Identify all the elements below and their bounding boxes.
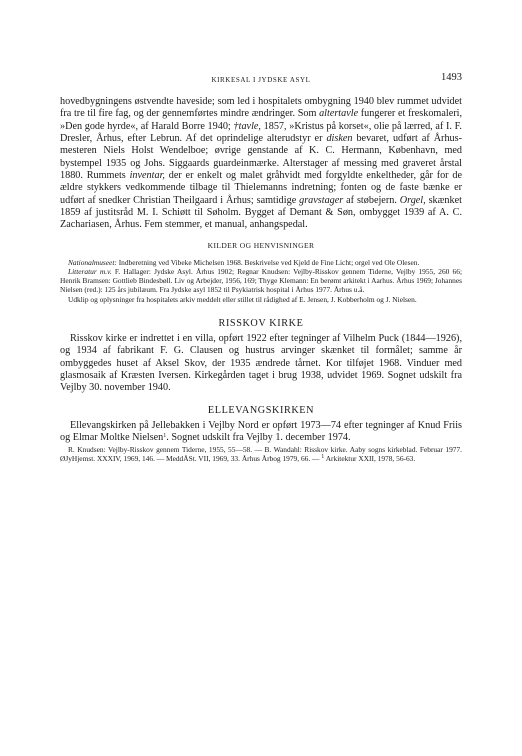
footnote-marker: 1 (163, 433, 167, 440)
sources-nationalmuseet (60, 258, 462, 267)
text-run: 1857, »Kristus på korset«, olie på lærred, af I. F. Dresler, Århus, efter Lebrun. Af det oprindelige alterudstyr er (60, 120, 462, 145)
intro-paragraph (60, 96, 462, 232)
footnote-marker: 1 (321, 453, 325, 460)
sources-litteratur (60, 267, 462, 294)
text-run: Arkitektur XXII, 1978, 56-63. (324, 453, 416, 463)
italic-term: altertavle (319, 108, 359, 120)
source-label: Nationalmuseet: (68, 258, 117, 268)
page-header (60, 72, 462, 88)
body-text (60, 96, 462, 463)
sources-heading: KILDER OG HENVISNINGER (207, 240, 315, 250)
italic-term: Orgel, (399, 194, 426, 206)
page-number: 1493 (441, 72, 462, 83)
text-run: der er enkelt og malet gråhvidt med forgyldte enkeltheder, går for de ældre stykkers vedkommende tilbage til Thielemanns indretning; fonten og de faste bænke er udført af snedker Christian Theilgaard i Århus; samtidige (60, 170, 462, 206)
text-run: Indberetning ved Vibeke Michelsen 1968. Beskrivelse ved Kjeld de Fine Licht; orgel ved Ole Olesen. (116, 258, 420, 268)
italic-term: inventar, (129, 170, 165, 182)
references (60, 445, 462, 463)
text-run: hovedbygningens østvendte haveside; som led i hospitalets ombygning 1940 blev rummet udvidet fra tre til fire fag, og der gennemførtes mindre ændringer. Som (60, 96, 462, 120)
text-run: skænket 1859 af justitsråd M. I. Schiøtt til Søholm. Bygget af Demant & Søn, ombygget 1939 af A. C. Zachariasen, Århus. Fem stemmer, et manual, anhangspedal. (60, 194, 462, 231)
risskov-heading: RISSKOV KIRKE (218, 317, 304, 329)
risskov-paragraph: Risskov kirke er indrettet i en villa, opført 1922 efter tegninger af Vilhelm Puck (1844—1926), og 1934 af fabrikant F. G. Clausen og hustrus arvinger skænket til formålet; samme år ombyggedes huset af Aksel Skov, der 1935 ændrede tårnet. Kor tilføjet 1968. Vinduer med glasmosaik af Kræsten Iversen. Kirkegården taget i brug 1938, udvidet 1969. Sognet udskilt fra Vejlby 30. november 1940. (60, 332, 462, 394)
text-run: . Sognet udskilt fra Vejlby 1. december 1974. (166, 432, 351, 444)
sources-udklip: Udklip og oplysninger fra hospitalets arkiv meddelt eller stillet til rådighed af E. Jensen, J. Kobberholm og J. Nielsen. (68, 294, 417, 304)
text-run: Ellevangskirken på Jellebakken i Vejlby Nord er opført 1973—74 efter tegninger af Knud Friis og Elmar Moltke Nielsen (60, 420, 462, 444)
italic-term: disken (326, 133, 353, 145)
italic-term: †tavle, (233, 120, 261, 132)
text-run: bevaret, udført af Århus-mesteren Niels Holst Wendelboe; øvrige genstande af K. C. Hermann, København, med bystempel 1935 og Johs. Siggaards guardeinmærke. Alterstager af messing med graveret årstal 1880. Rummets (60, 133, 462, 182)
ellevang-heading: ELLEVANGSKIRKEN (207, 404, 315, 416)
ellevang-paragraph (60, 420, 462, 445)
source-label: Litteratur m.v. (68, 267, 112, 277)
running-title: KIRKESAL I JYDSKE ASYL (211, 76, 311, 84)
text-run: R. Knudsen: Vejlby-Risskov gennem Tiderne, 1955, 55—58. — B. Wandahl: Risskov kirke. Aaby sogns kirkeblad. Februar 1977. ØJyHjemst. XXXIV, 1969, 146. — MeddÅSt. VII, 1969, 33. Århus Årbog 1979, 66. — (60, 444, 462, 463)
text-run: fungerer et freskomaleri, »Den gode hyrde«, af Harald Borre 1940; (60, 108, 462, 132)
text-run: af støbejern. (343, 194, 400, 206)
text-run: F. Hallager: Jydske Asyl. Århus 1902; Regnar Knudsen: Vejlby-Risskov gennem Tiderne, Vejlby 1955, 260 66; Henrik Bramsen: Gottlieb Bindesbøll. Liv og Arbejder, 1956, 169; Thyge Klemann: En berømt arkitekt i Aarhus. Århus 1969; Johannes Nielsen (red.): 125 års jubilæum. Fra Jydske asyl 1852 til Psykiatrisk hospital i Århus 1977. Århus u.å. (60, 267, 462, 295)
italic-term: gravstager (299, 194, 344, 206)
